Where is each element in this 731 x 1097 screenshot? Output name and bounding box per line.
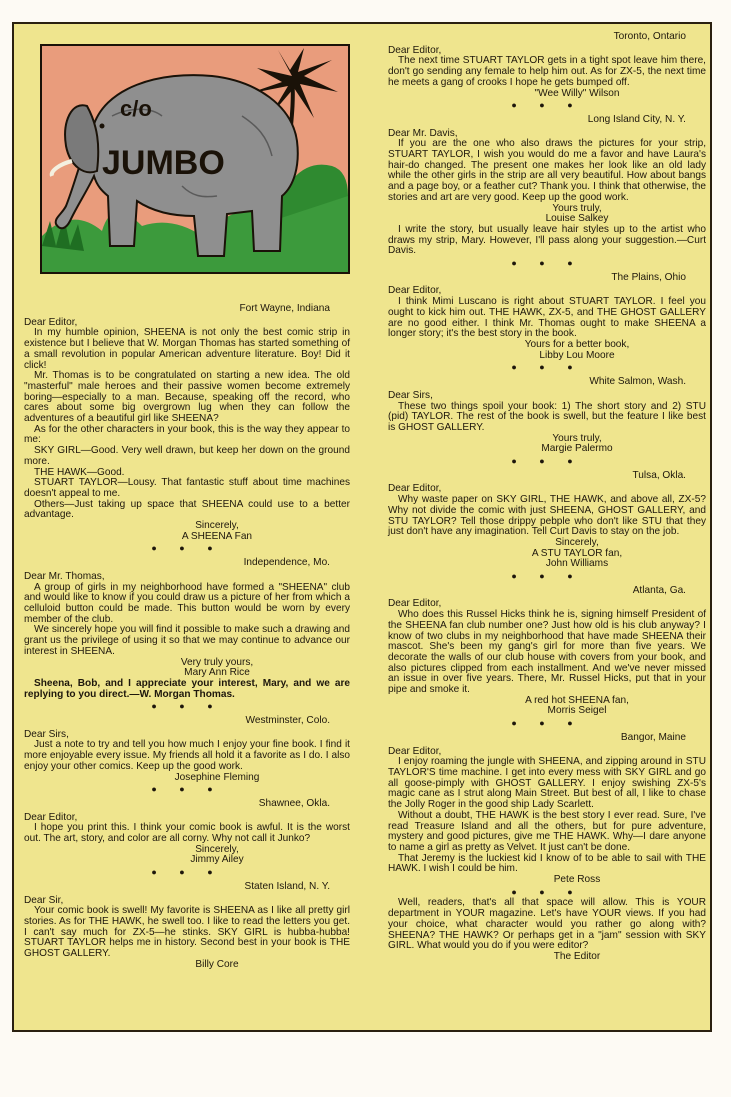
letter-location: Fort Wayne, Indiana: [239, 303, 330, 314]
letter-location: White Salmon, Wash.: [589, 376, 686, 388]
letter-salutation: Dear Editor,: [24, 316, 78, 328]
letter-signature: "Wee Willy" Wilson: [534, 87, 620, 99]
letter-signature: Sincerely,: [195, 520, 239, 532]
letter-salutation: Dear Mr. Thomas,: [24, 570, 105, 582]
letter-location: Atlanta, Ga.: [632, 584, 686, 596]
letter-signature: Jimmy Ailey: [190, 854, 244, 866]
letter-separator: ● ● ●: [511, 456, 583, 467]
letter-signature: Billy Core: [195, 958, 239, 970]
letter-signature: Libby Lou Moore: [539, 349, 615, 361]
elephant-illustration: [42, 46, 348, 272]
letter-location: Shawnee, Okla.: [258, 797, 330, 809]
letter-signature: Morris Seigel: [547, 705, 607, 717]
letter-location: The Plains, Ohio: [611, 271, 686, 283]
letter-location: Long Island City, N. Y.: [587, 113, 686, 125]
letter-paragraph: Who does this Russel Hicks think he is, signing himself President of the SHEENA fan club number one? Just how old is his club anyway? I know of two clubs in my neighborhood that have made SHEENA their mascot. She's been my gang's girl for more than five years. We decorate the walls of our club house with covers from your book, and also pictures clipped from each installment. And we've never missed an issue in over five years. There, Mr. Russel Hicks, put that in your pipe and smoke it.: [388, 609, 706, 696]
letter-signature: Pete Ross: [553, 874, 601, 886]
letter-signature: A STU TAYLOR fan,: [531, 547, 623, 559]
letter-salutation: Dear Editor,: [388, 44, 442, 56]
letter-separator: ● ● ●: [151, 701, 223, 712]
letter-separator: ● ● ●: [511, 100, 583, 111]
letter-signature: Margie Palermo: [541, 443, 613, 455]
letter-paragraph: If you are the one who also draws the pictures for your strip, STUART TAYLOR, I wish you would do me a favor and have Laura's hair-do changed. The present one makes her look like an old lady while the other girls in the strip are all very beautiful. How about bangs and a page boy, or a feather cut? Thank you. I think that otherwise, the stories and art are very good. Keep up the good work.: [388, 138, 706, 203]
letter-salutation: Dear Editor,: [388, 745, 442, 757]
letter-salutation: Dear Sir,: [24, 894, 64, 906]
letter-salutation: Dear Editor,: [388, 483, 442, 495]
letter-signature: Yours truly,: [552, 202, 602, 214]
letter-paragraph: Sheena, Bob, and I appreciate your interest, Mary, and we are replying to you direct.—W. Morgan Thomas.: [24, 677, 350, 700]
letter-paragraph: Just a note to try and tell you how much I enjoy your fine book. I find it more enjoyable every issue. My friends all hold it a favorite as I do. I also enjoy your other comics. Keep up the good work.: [24, 739, 350, 772]
letter-paragraph: A group of girls in my neighborhood have formed a "SHEENA" club and would like to know if you could draw us a picture of her from which a celluloid button could be made. This button would be worn by every member of the club.: [24, 581, 350, 625]
letter-paragraph: I hope you print this. I think your comic book is awful. It is the worst out. The art, story, and color are all corny. Why not call it Junko?: [24, 822, 350, 845]
letter-separator: ● ● ●: [511, 571, 583, 582]
right-letters-column: [388, 28, 706, 963]
letters-page: [12, 22, 712, 1032]
letter-separator: ● ● ●: [511, 258, 583, 269]
letter-location: Staten Island, N. Y.: [244, 880, 330, 892]
letter-signature: A SHEENA Fan: [181, 530, 253, 542]
letter-signature: Very truly yours,: [180, 656, 254, 668]
letter-location: Toronto, Ontario: [613, 31, 686, 42]
letter-paragraph: Mr. Thomas is to be congratulated on starting a new idea. The old "masterful" male heroes and their passive women become extremely boring—especially to a man. Because, speaking off the record, who cares about some big overgrown lug when they can follow the adventures of a beautiful girl like SHEENA?: [24, 370, 350, 425]
letter-separator: ● ● ●: [151, 784, 223, 795]
letter-paragraph: Without a doubt, THE HAWK is the best story I ever read. Sure, I've read Treasure Island and all the others, but for pure adventure, mystery and good pictures, give me THE HAWK. Why—I dare anyone to name a girl as pretty as Velvet. It just can't be done.: [388, 809, 706, 853]
letter-location: Westminster, Colo.: [245, 715, 330, 727]
letter-signature: Mary Ann Rice: [184, 667, 250, 679]
letter-paragraph: THE HAWK—Good.: [34, 466, 125, 478]
letter-paragraph: Your comic book is swell! My favorite is SHEENA as I like all pretty girl stories. As for THE HAWK, he swell too. I like to read the letters you get. I can't say much for ZX-5—he stinks. SKY GIRL is hubba-hubba! STUART TAYLOR helps me in history. Second best in your book is THE GHOST GALLERY.: [24, 905, 350, 960]
letter-signature: Josephine Fleming: [174, 771, 260, 783]
letter-paragraph: I enjoy roaming the jungle with SHEENA, and zipping around in STU TAYLOR'S time machine. I get into every mess with SKY GIRL and go all goose-pimply with GHOST GALLERY. I enjoy swishing ZX-5's magic cane as I strut along Main Street. But best of all, I like to chase the Jolly Roger in the good ship Lady Scarlett.: [388, 756, 706, 811]
letter-paragraph: STUART TAYLOR—Lousy. That fantastic stuff about time machines doesn't appeal to me.: [24, 477, 350, 499]
letter-separator: ● ● ●: [511, 362, 583, 373]
letter-salutation: Dear Sirs,: [388, 389, 433, 401]
letter-signature: John Williams: [545, 558, 609, 570]
letter-separator: ● ● ●: [151, 867, 223, 878]
letter-paragraph: Well, readers, that's all that space will allow. This is YOUR department in YOUR magazine. Let's have YOUR views. If you had your choice, what character would you rather go along with? SHEENA? THE HAWK? Or perhaps get in a "jam" session with SKY GIRL. What would you do if you were editor?: [388, 897, 706, 952]
letter-paragraph: Why waste paper on SKY GIRL, THE HAWK, and above all, ZX-5? Why not divide the comic with just SHEENA, GHOST GALLERY, and STU TAYLOR? Tell those drippy pebple who don't like STU that they just don't have any imagination. Tell Curt Davis to stay on the job.: [388, 494, 706, 538]
letter-signature: Yours truly,: [552, 432, 602, 444]
letter-salutation: Dear Mr. Davis,: [388, 127, 458, 139]
letter-salutation: Dear Editor,: [24, 811, 78, 823]
letter-signature: Sincerely,: [555, 536, 599, 548]
letter-salutation: Dear Editor,: [388, 285, 442, 297]
letter-signature: Louise Salkey: [545, 213, 609, 225]
letter-paragraph: As for the other characters in your book, this is the way they appear to me:: [24, 423, 350, 446]
letter-separator: ● ● ●: [511, 718, 583, 729]
letter-paragraph: The next time STUART TAYLOR gets in a tight spot leave him there, don't go sending any female to help him out. As for ZX-5, the next time he meets a gang of crooks I hope he gets bumped off.: [388, 55, 706, 88]
left-letters-column: [24, 300, 350, 970]
letter-separator: ● ● ●: [151, 543, 223, 554]
letter-separator: ● ● ●: [511, 886, 583, 897]
letter-paragraph: That Jeremy is the luckiest kid I know of to be able to sail with THE HAWK. I wish I could be him.: [388, 852, 706, 875]
letter-location: Tulsa, Okla.: [632, 469, 686, 481]
jumbo-illustration: [40, 44, 350, 274]
letter-paragraph: These two things spoil your book: 1) The short story and 2) STU (pid) TAYLOR. The rest of the book is swell, but the feature I like best is GHOST GALLERY.: [388, 400, 706, 433]
letter-paragraph: In my humble opinion, SHEENA is not only the best comic strip in existence but I believe that W. Morgan Thomas has started something of a small revolution in popular American adventure literature. Boy! Did it click!: [24, 327, 350, 371]
letter-paragraph: Others—Just taking up space that SHEENA could use to a better advantage.: [24, 498, 350, 521]
letter-signature: Yours for a better book,: [524, 338, 630, 350]
caption-jumbo: JUMBO: [102, 144, 225, 182]
letter-paragraph: I write the story, but usually leave hair styles up to the artist who draws my strip, Mary. However, I'll pass along your suggestion.—Curt Davis.: [388, 223, 706, 257]
letter-paragraph: I think Mimi Luscano is right about STUART TAYLOR. I feel you ought to kick him out. THE HAWK, ZX-5, and THE GHOST GALLERY are no good either. I think Mr. Thomas ought to make SHEENA a longer story; it's the best story in the book.: [388, 296, 706, 340]
letter-salutation: Dear Sirs,: [24, 728, 69, 740]
letter-location: Independence, Mo.: [243, 557, 330, 569]
letter-salutation: Dear Editor,: [388, 598, 442, 610]
letter-location: Bangor, Maine: [620, 731, 686, 743]
letter-paragraph: SKY GIRL—Good. Very well drawn, but keep her down on the ground more.: [24, 445, 350, 467]
letter-signature: The Editor: [553, 950, 601, 962]
letter-paragraph: We sincerely hope you will find it possible to make such a drawing and grant us the privilege of using it so that we may continue to advance our interest in SHEENA.: [24, 624, 350, 657]
caption-small: c/o: [120, 96, 152, 121]
letter-signature: Sincerely,: [195, 843, 239, 855]
letter-signature: A red hot SHEENA fan,: [525, 694, 629, 706]
